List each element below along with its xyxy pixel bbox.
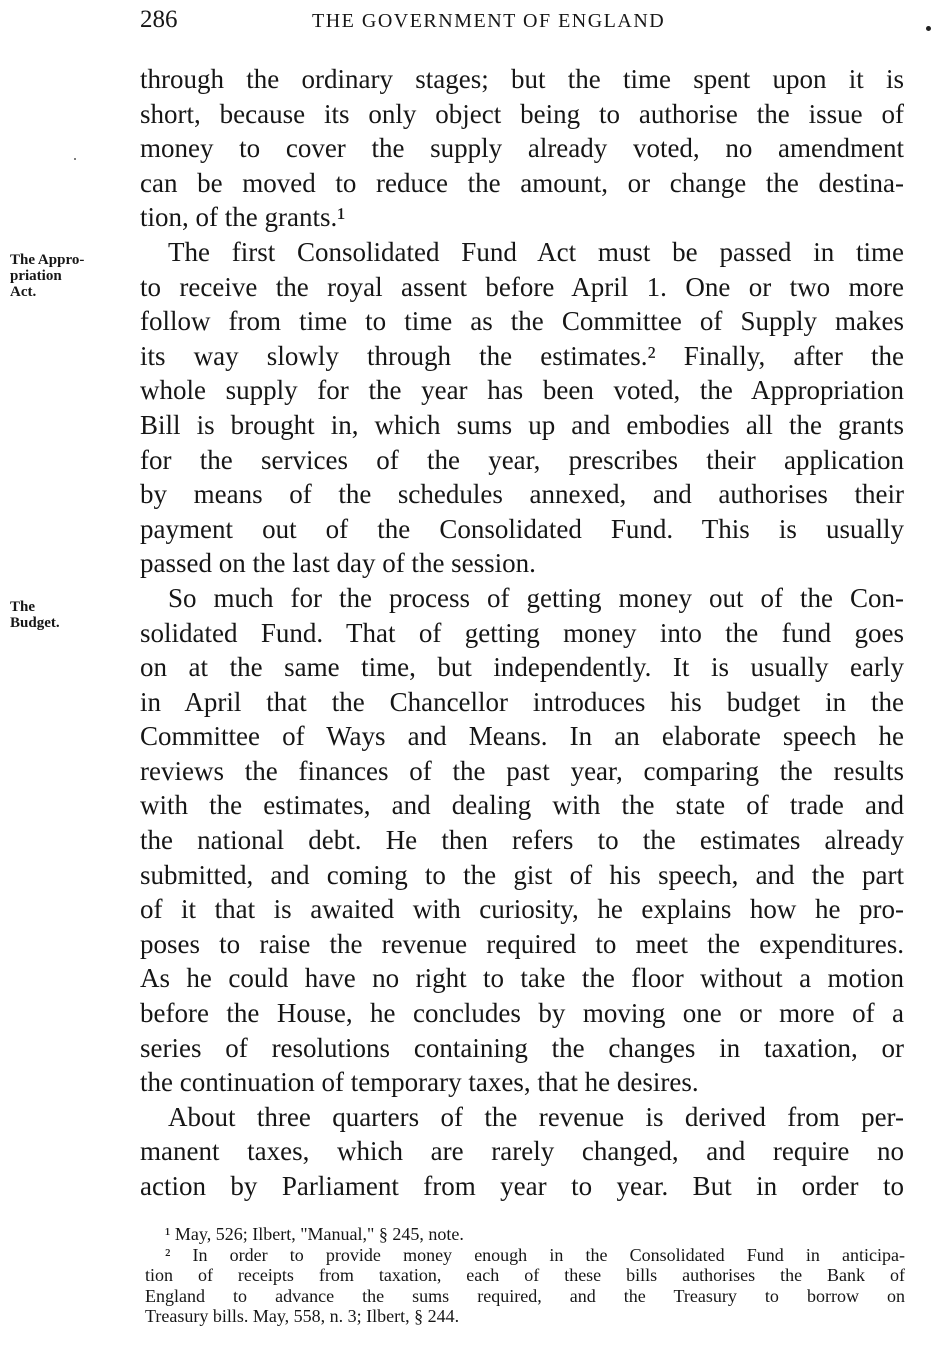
page-number: 286 <box>140 6 178 33</box>
body-line: for the services of the year, prescribes their application <box>140 444 904 475</box>
body-line: before the House, he concludes by moving one or more of a <box>140 998 904 1029</box>
body-line: short, because its only object being to authorise the issue of <box>140 98 904 129</box>
paragraph-start: The first Consolidated Fund Act must be passed in time <box>168 236 904 267</box>
body-line: through the ordinary stages; but the time spent upon it is <box>140 64 904 94</box>
footnote-1: ¹ May, 526; Ilbert, "Manual," § 245, note. <box>165 1224 464 1244</box>
side-note-line: Budget. <box>10 615 60 631</box>
body-line: can be moved to reduce the amount, or change the destina- <box>140 167 904 198</box>
side-note-line: The Appro- <box>10 252 85 268</box>
side-note-budget <box>10 599 135 631</box>
body-line: payment out of the Consolidated Fund. This is usually <box>140 513 904 544</box>
body-line: to receive the royal assent before April 1. One or two more <box>140 271 904 302</box>
footnote-2-line: tion of receipts from taxation, each of these bills authorises the Bank of <box>145 1265 905 1285</box>
margin-dot-mark <box>926 26 931 31</box>
side-note-line: Act. <box>10 284 37 300</box>
paragraph-start: So much for the process of getting money out of the Con- <box>168 582 904 613</box>
footnote-2-line: England to advance the sums required, and the Treasury to borrow on <box>145 1285 905 1306</box>
body-line: of it that is awaited with curiosity, he explains how he pro- <box>140 894 904 925</box>
body-line: manent taxes, which are rarely changed, and require no <box>140 1136 904 1167</box>
footnote-2-line: Treasury bills. May, 558, n. 3; Ilbert, § 244. <box>145 1306 460 1326</box>
running-head: THE GOVERNMENT OF ENGLAND <box>312 10 666 32</box>
body-line: passed on the last day of the session. <box>140 548 536 579</box>
body-line: submitted, and coming to the gist of his speech, and the part <box>140 859 904 890</box>
body-line: reviews the finances of the past year, comparing the results <box>140 755 904 786</box>
body-line: on at the same time, but independently. It is usually early <box>140 652 904 683</box>
body-line: whole supply for the year has been voted, the Appropriation <box>140 375 904 406</box>
side-note-line: The <box>10 599 36 615</box>
side-note-appropriation-act <box>10 252 135 300</box>
body-line: in April that the Chancellor introduces his budget in the <box>140 686 904 717</box>
body-line: its way slowly through the estimates.² Finally, after the <box>140 340 904 371</box>
paragraph-start: About three quarters of the revenue is derived from per- <box>168 1101 904 1132</box>
footnote-2-line: ² In order to provide money enough in the Consolidated Fund in anticipa- <box>165 1244 905 1265</box>
page-header <box>0 4 937 34</box>
side-note-line: priation <box>10 268 62 284</box>
body-line: by means of the schedules annexed, and authorises their <box>140 479 904 510</box>
body-line: money to cover the supply already voted, no amendment <box>140 133 904 164</box>
body-line: tion, of the grants.¹ <box>140 202 346 233</box>
body-text <box>140 62 904 1204</box>
margin-speck <box>74 158 76 160</box>
body-line: Committee of Ways and Means. In an elaborate speech he <box>140 721 904 752</box>
body-line: poses to raise the revenue required to meet the expenditures. <box>140 928 904 959</box>
body-line: the national debt. He then refers to the estimates already <box>140 825 904 856</box>
body-line: As he could have no right to take the floor without a motion <box>140 963 904 994</box>
body-line: with the estimates, and dealing with the state of trade and <box>140 790 904 821</box>
body-line: the continuation of temporary taxes, that he desires. <box>140 1067 699 1098</box>
body-line: Bill is brought in, which sums up and embodies all the grants <box>140 409 904 440</box>
footnotes <box>145 1224 905 1327</box>
body-line: solidated Fund. That of getting money into the fund goes <box>140 617 904 648</box>
body-line: series of resolutions containing the changes in taxation, or <box>140 1032 904 1063</box>
body-line: follow from time to time as the Committee of Supply makes <box>140 306 904 337</box>
body-line: action by Parliament from year to year. But in order to <box>140 1171 904 1201</box>
